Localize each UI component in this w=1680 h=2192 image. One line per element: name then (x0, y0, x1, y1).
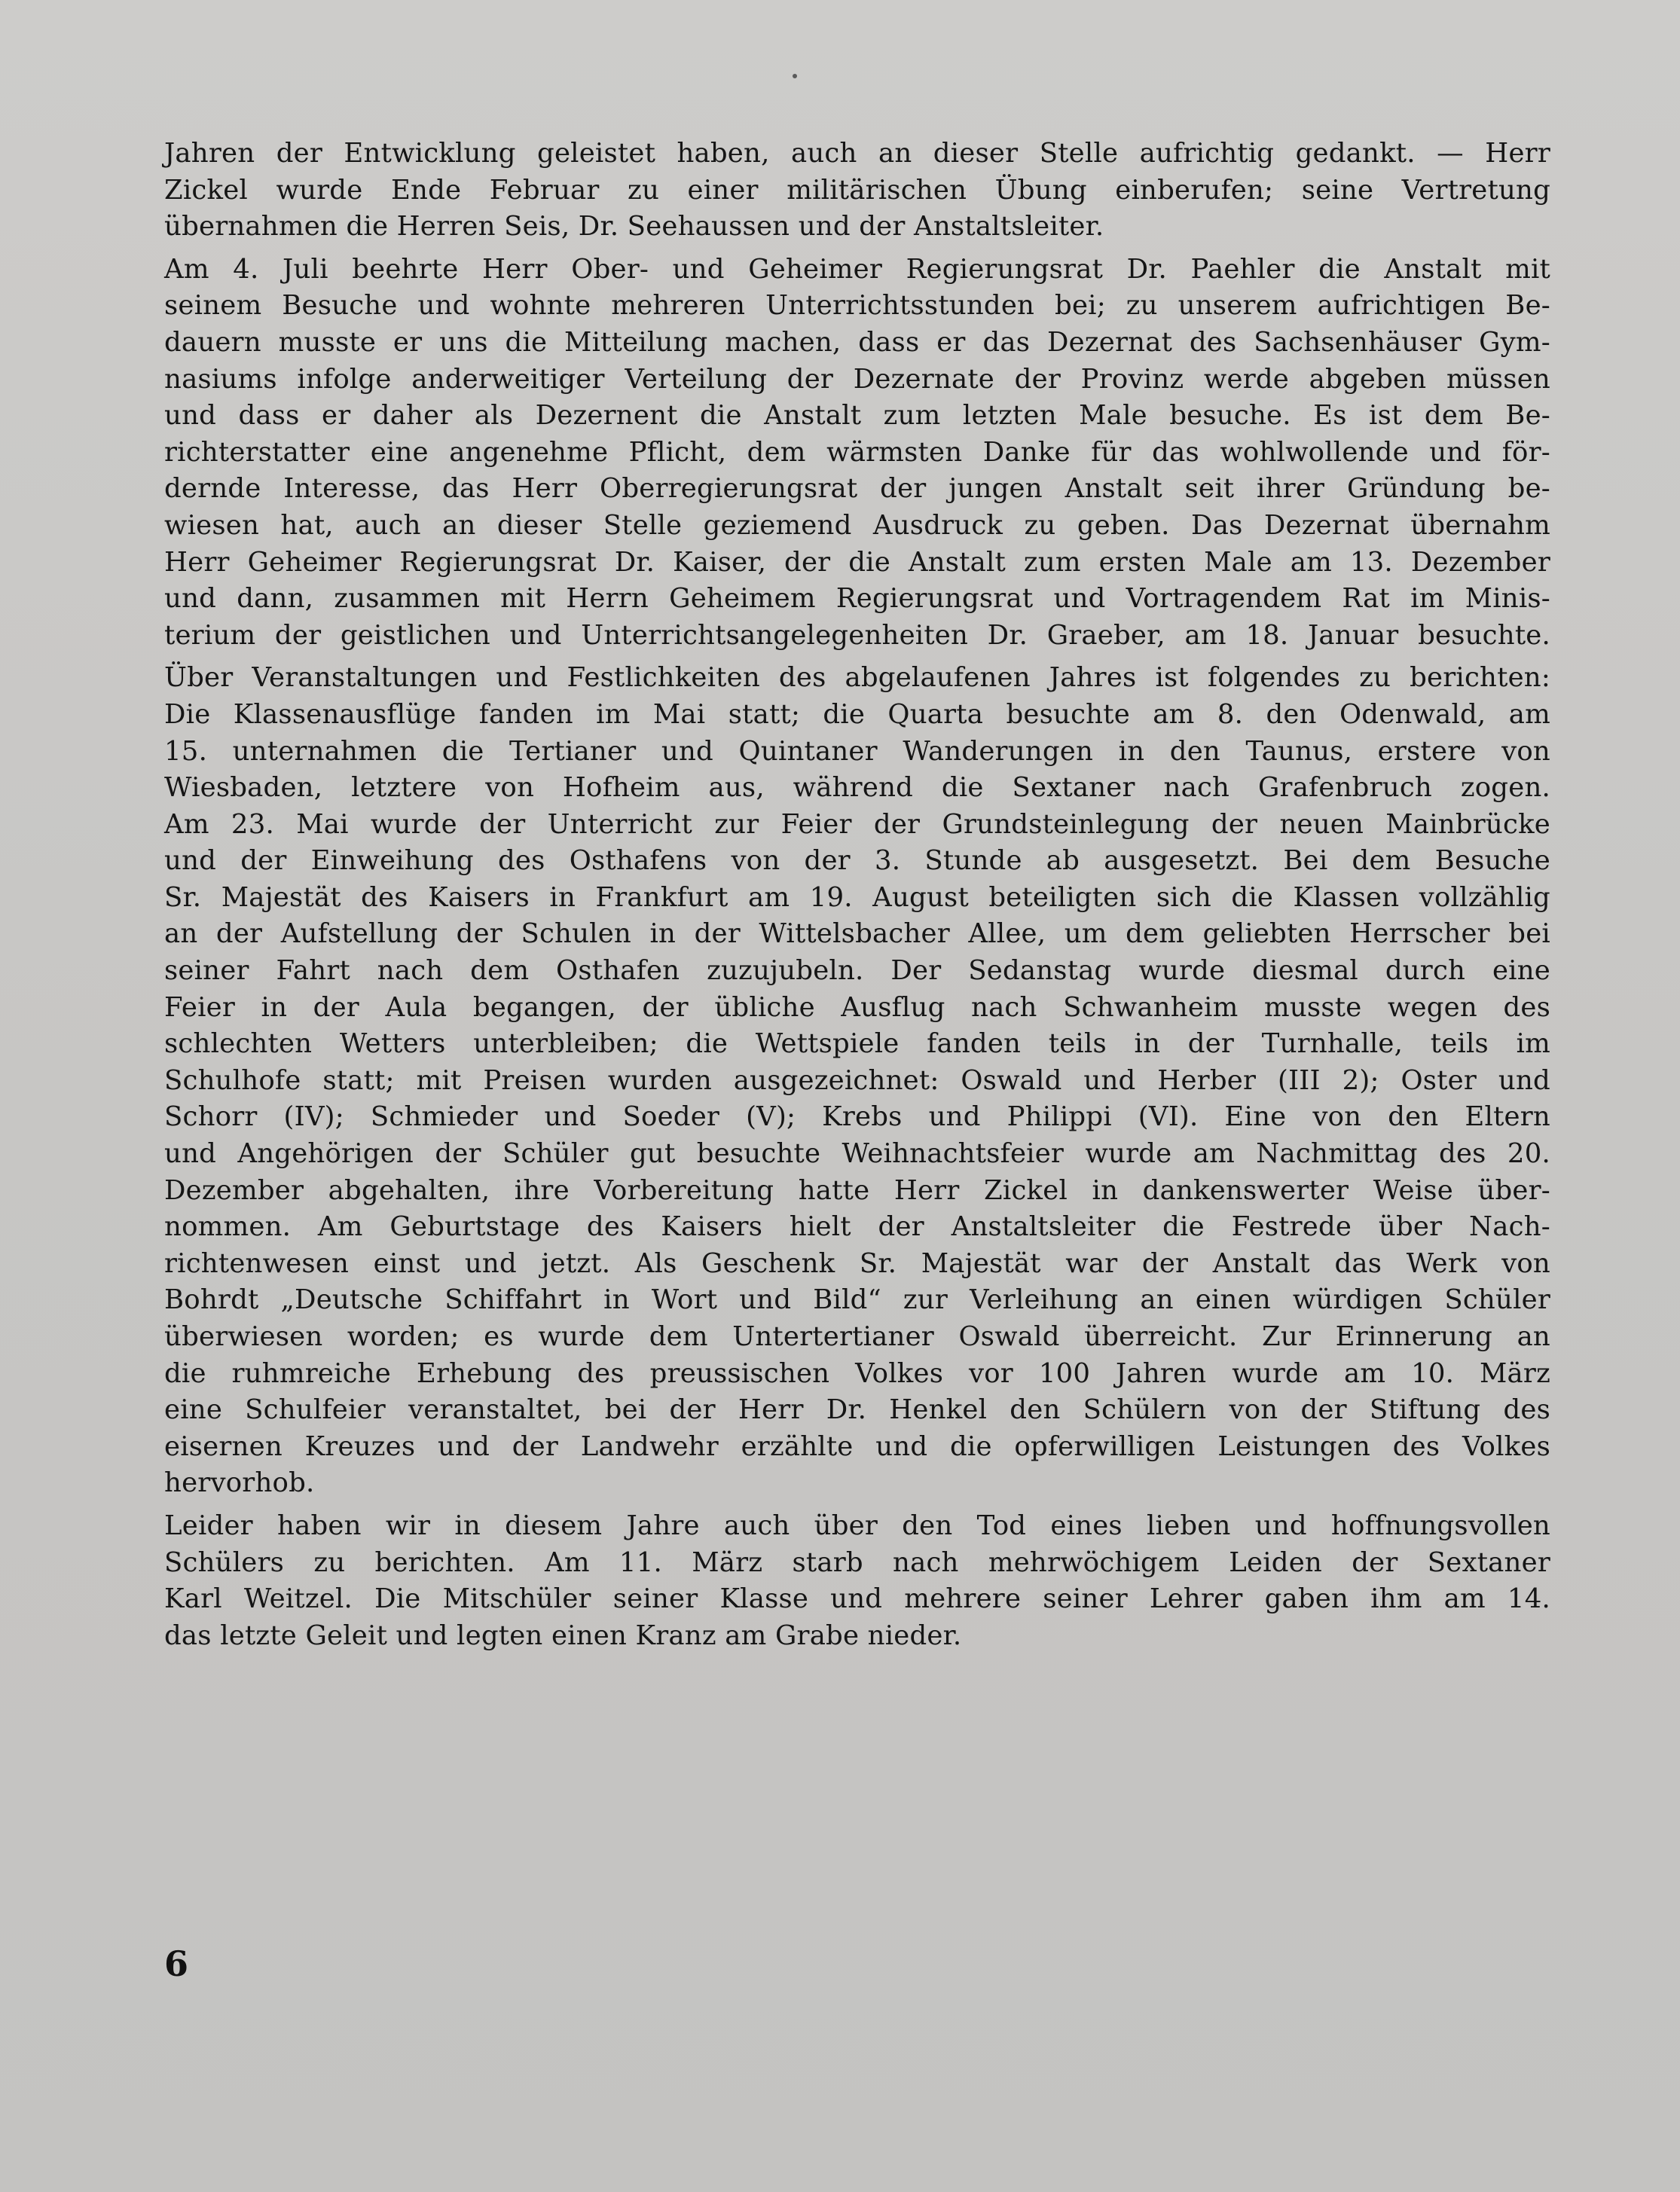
text-line: nommen. Am Geburtstage des Kaisers hielt der Anstaltsleiter die Festrede über Nach- (164, 1211, 1550, 1243)
text-line: dernde Interesse, das Herr Oberregierungsrat der jungen Anstalt seit ihrer Gründung be- (164, 473, 1550, 505)
text-line: Über Veranstaltungen und Festlichkeiten des abgelaufenen Jahres ist folgendes zu berichten: (164, 662, 1550, 694)
text-line: wiesen hat, auch an dieser Stelle geziemend Ausdruck zu geben. Das Dezernat übernahm (164, 509, 1550, 541)
text-line: Sr. Majestät des Kaisers in Frankfurt am 19. August beteiligten sich die Klassen vollzählig (164, 881, 1550, 913)
text-line: und dann, zusammen mit Herrn Geheimem Regierungsrat und Vortragendem Rat im Minis- (164, 583, 1550, 615)
text-line: und der Einweihung des Osthafens von der 3. Stunde ab ausgesetzt. Bei dem Besuche (164, 845, 1550, 877)
text-line: Herr Geheimer Regierungsrat Dr. Kaiser, der die Anstalt zum ersten Male am 13. Dezember (164, 546, 1550, 578)
text-line: eisernen Kreuzes und der Landwehr erzählte und die opferwilligen Leistungen des Volkes (164, 1430, 1550, 1462)
text-line: Die Klassenausflüge fanden im Mai statt; die Quarta besuchte am 8. den Odenwald, am (164, 698, 1550, 730)
page-number: 6 (164, 1943, 189, 1984)
paragraph-3 (164, 660, 1550, 1502)
text-line: richtenwesen einst und jetzt. Als Geschenk Sr. Majestät war der Anstalt das Werk von (164, 1247, 1550, 1279)
text-line: Am 23. Mai wurde der Unterricht zur Feier der Grundsteinlegung der neuen Mainbrücke (164, 808, 1550, 840)
text-line: Schorr (IV); Schmieder und Soeder (V); Krebs und Philippi (VI). Eine von den Eltern (164, 1101, 1550, 1133)
paragraph-1 (164, 136, 1550, 246)
text-line: Schülers zu berichten. Am 11. März starb nach mehrwöchigem Leiden der Sextaner (164, 1546, 1550, 1578)
text-line: Wiesbaden, letztere von Hofheim aus, während die Sextaner nach Grafenbruch zogen. (164, 772, 1550, 804)
text-line: Am 4. Juli beehrte Herr Ober- und Geheimer Regierungsrat Dr. Paehler die Anstalt mit (164, 253, 1550, 285)
text-line: übernahmen die Herren Seis, Dr. Seehaussen und der Anstaltsleiter. (164, 211, 1104, 243)
text-line: schlechten Wetters unterbleiben; die Wettspiele fanden teils in der Turnhalle, teils im (164, 1028, 1550, 1060)
text-line: Schulhofe statt; mit Preisen wurden ausgezeichnet: Oswald und Herber (III 2); Oster und (164, 1064, 1550, 1096)
printer-dot (793, 74, 797, 78)
body-text (164, 136, 1550, 1660)
text-line: und dass er daher als Dezernent die Anstalt zum letzten Male besuche. Es ist dem Be- (164, 400, 1550, 432)
text-line: Dezember abgehalten, ihre Vorbereitung hatte Herr Zickel in dankenswerter Weise über- (164, 1174, 1550, 1206)
text-line: hervorhob. (164, 1467, 315, 1499)
text-line: eine Schulfeier veranstaltet, bei der Herr Dr. Henkel den Schülern von der Stiftung des (164, 1394, 1550, 1426)
paragraph-2 (164, 252, 1550, 655)
text-line: und Angehörigen der Schüler gut besuchte Weihnachtsfeier wurde am Nachmittag des 20. (164, 1138, 1550, 1170)
text-line: Bohrdt „Deutsche Schiffahrt in Wort und Bild“ zur Verleihung an einen würdigen Schüler (164, 1284, 1550, 1316)
text-line: die ruhmreiche Erhebung des preussischen Volkes vor 100 Jahren wurde am 10. März (164, 1357, 1550, 1389)
text-line: Jahren der Entwicklung geleistet haben, auch an dieser Stelle aufrichtig gedankt. — Herr (164, 138, 1550, 169)
text-line: seiner Fahrt nach dem Osthafen zuzujubeln. Der Sedanstag wurde diesmal durch eine (164, 955, 1550, 987)
text-line: richterstatter eine angenehme Pflicht, dem wärmsten Danke für das wohlwollende und för- (164, 436, 1550, 468)
text-line: überwiesen worden; es wurde dem Untertertianer Oswald überreicht. Zur Erinnerung an (164, 1321, 1550, 1352)
text-line: Karl Weitzel. Die Mitschüler seiner Klasse und mehrere seiner Lehrer gaben ihm am 14. (164, 1583, 1550, 1615)
text-line: Feier in der Aula begangen, der übliche Ausflug nach Schwanheim musste wegen des (164, 991, 1550, 1023)
text-line: 15. unternahmen die Tertianer und Quintaner Wanderungen in den Taunus, erstere von (164, 735, 1550, 767)
text-line: Leider haben wir in diesem Jahre auch über den Tod eines lieben und hoffnungsvollen (164, 1510, 1550, 1541)
text-line: das letzte Geleit und legten einen Kranz am Grabe nieder. (164, 1620, 962, 1651)
text-line: terium der geistlichen und Unterrichtsangelegenheiten Dr. Graeber, am 18. Januar besuchte. (164, 619, 1550, 651)
text-line: Zickel wurde Ende Februar zu einer militärischen Übung einberufen; seine Vertretung (164, 174, 1550, 206)
text-line: an der Aufstellung der Schulen in der Wittelsbacher Allee, um dem geliebten Herrscher bei (164, 918, 1550, 950)
text-line: nasiums infolge anderweitiger Verteilung der Dezernate der Provinz werde abgeben müssen (164, 363, 1550, 395)
text-line: dauern musste er uns die Mitteilung machen, dass er das Dezernat des Sachsenhäuser Gym- (164, 326, 1550, 358)
paragraph-4 (164, 1508, 1550, 1654)
text-line: seinem Besuche und wohnte mehreren Unterrichtsstunden bei; zu unserem aufrichtigen Be- (164, 290, 1550, 322)
